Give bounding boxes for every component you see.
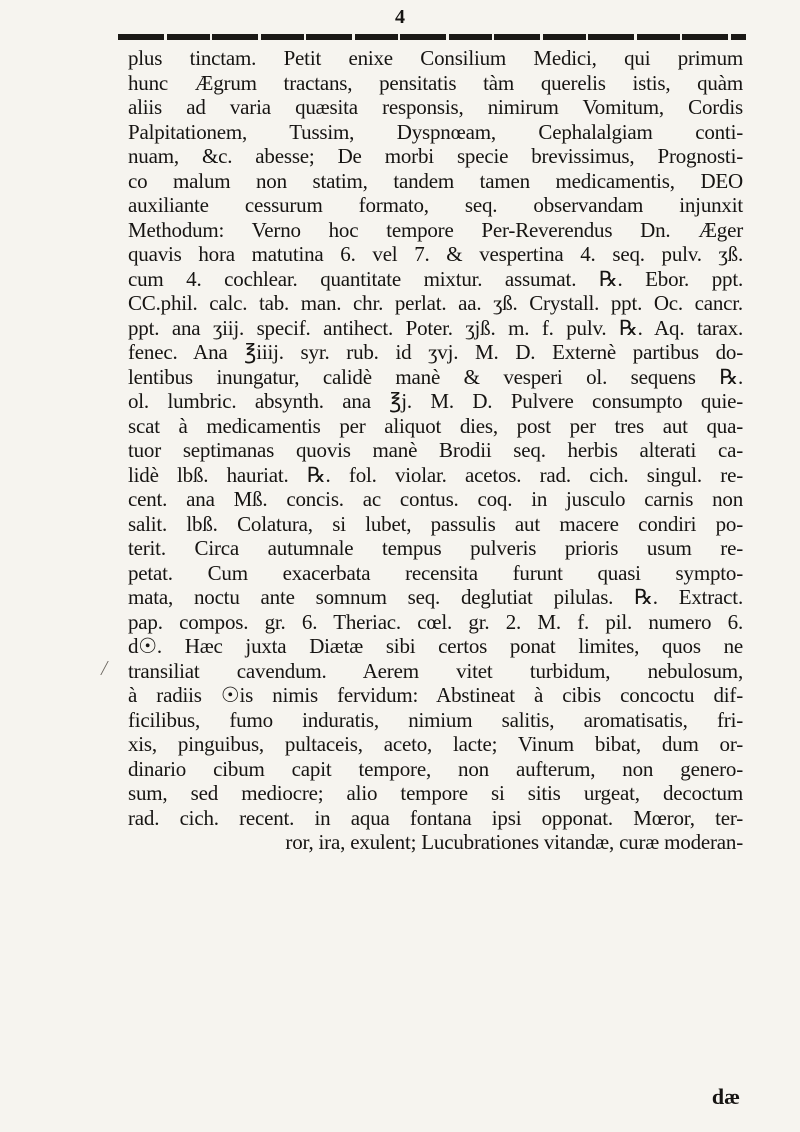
- text-line: pap. compos. gr. 6. Theriac. cœl. gr. 2. M. f. pil. numero 6.: [128, 609, 743, 634]
- margin-mark: [100, 661, 118, 675]
- text-line: hunc Ægrum tractans, pensitatis tàm querelis istis, quàm: [128, 70, 743, 95]
- text-line: xis, pinguibus, pultaceis, aceto, lacte; Vinum bibat, dum or-: [128, 732, 743, 756]
- text-line: terit. Circa autumnale tempus pulveris prioris usum re-: [128, 536, 743, 560]
- text-line: transiliat cavendum. Aerem vitet turbidum, nebulosum,: [128, 658, 743, 683]
- text-line: lidè lbß. hauriat. ℞. fol. violar. acetos. rad. cich. singul. re-: [128, 462, 743, 487]
- text-line: quavis hora matutina 6. vel 7. & vespertina 4. seq. pulv. ʒß.: [128, 242, 743, 266]
- text-line: ficilibus, fumo induratis, nimium salitis, aromatisatis, fri-: [128, 707, 743, 732]
- header-rule: [118, 34, 746, 40]
- text-line: ol. lumbric. absynth. ana ℥j. M. D. Pulvere consumpto quie-: [128, 389, 743, 413]
- text-line: ppt. ana ʒiij. specif. antihect. Poter. ʒjß. m. f. pulv. ℞. Aq. tarax.: [128, 315, 743, 340]
- text-line: Palpitationem, Tussim, Dyspnœam, Cephalalgiam conti-: [128, 119, 743, 144]
- body-text: [128, 46, 743, 855]
- text-line: dinario cibum capit tempore, non aufterum, non genero-: [128, 756, 743, 781]
- text-line: ror, ira, exulent; Lucubrationes vitandæ, curæ moderan-: [285, 830, 743, 854]
- catchword: dæ: [711, 1084, 740, 1109]
- text-line: salit. lbß. Colatura, si lubet, passulis aut macere condiri po-: [128, 511, 743, 536]
- text-line: tuor septimanas quovis manè Brodii seq. herbis alterati ca-: [128, 438, 743, 462]
- text-line: cum 4. cochlear. quantitate mixtur. assumat. ℞. Ebor. ppt.: [128, 266, 743, 291]
- page-number: 4: [395, 6, 405, 28]
- text-line: fenec. Ana ℥iiij. syr. rub. id ʒvj. M. D. Externè partibus do-: [128, 340, 743, 364]
- text-line: auxiliante cessurum formato, seq. observandam injunxit: [128, 193, 743, 217]
- text-line: sum, sed mediocre; alio tempore si sitis urgeat, decoctum: [128, 781, 743, 805]
- text-line: rad. cich. recent. in aqua fontana ipsi opponat. Mœror, ter-: [128, 805, 743, 830]
- text-line: scat à medicamentis per aliquot dies, post per tres aut qua-: [128, 413, 743, 438]
- text-line: Methodum: Verno hoc tempore Per-Reverendus Dn. Æger: [128, 217, 743, 242]
- text-line: lentibus inungatur, calidè manè & vesperi ol. sequens ℞.: [128, 364, 743, 389]
- text-line: aliis ad varia quæsita responsis, nimirum Vomitum, Cordis: [128, 95, 743, 119]
- text-line: d☉. Hæc juxta Diætæ sibi certos ponat limites, quos ne: [128, 634, 743, 658]
- text-line: mata, noctu ante somnum seq. deglutiat pilulas. ℞. Extract.: [128, 585, 743, 609]
- text-line: cent. ana Mß. concis. ac contus. coq. in jusculo carnis non: [128, 487, 743, 511]
- text-line: plus tinctam. Petit enixe Consilium Medici, qui primum: [128, 46, 743, 70]
- text-line: petat. Cum exacerbata recensita furunt quasi sympto-: [128, 560, 743, 585]
- text-line: nuam, &c. abesse; De morbi specie brevissimus, Prognosti-: [128, 144, 743, 168]
- text-line: CC.phil. calc. tab. man. chr. perlat. aa. ʒß. Crystall. ppt. Oc. cancr.: [128, 291, 743, 315]
- text-line: à radiis ☉is nimis fervidum: Abstineat à cibis concoctu dif-: [128, 683, 743, 707]
- text-line: co malum non statim, tandem tamen medicamentis, DEO: [128, 168, 743, 193]
